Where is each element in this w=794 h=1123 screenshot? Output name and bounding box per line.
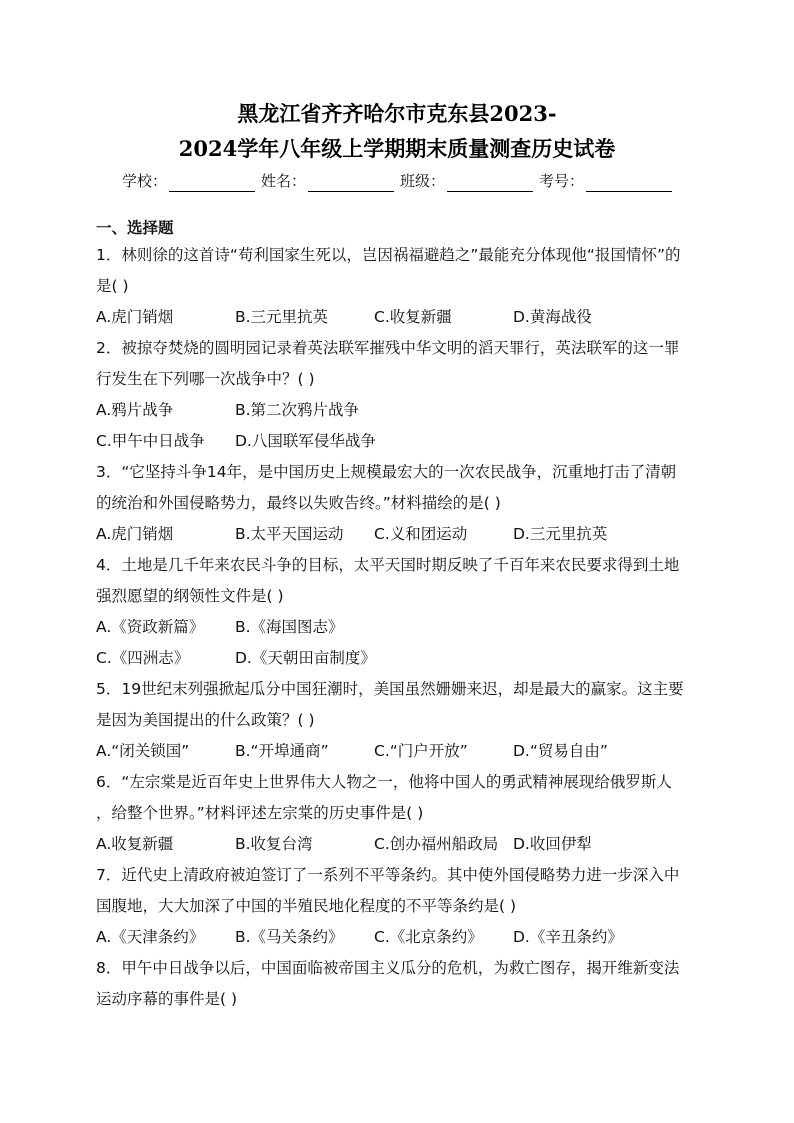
exam-no-label: 考号： [539, 172, 585, 190]
class-field [400, 170, 533, 192]
question-1 [96, 240, 700, 333]
name-label: 姓名： [260, 172, 306, 190]
question-stem: 2．被掠夺焚烧的圆明园记录着英法联军摧残中华文明的滔天罪行，英法联军的这一罪 [96, 339, 680, 357]
student-info-row [0, 170, 794, 192]
option-a: A.“闭关锁国” [96, 742, 190, 760]
option-b: B.三元里抗英 [235, 308, 329, 326]
question-stem: ，给整个世界。”材料评述左宗棠的历史事件是( ) [96, 804, 424, 822]
option-a: A.虎门销烟 [96, 308, 174, 326]
question-3 [96, 457, 700, 550]
option-b: B.《海国图志》 [235, 618, 344, 636]
question-5 [96, 674, 700, 767]
option-d: D.《辛丑条约》 [513, 928, 623, 946]
exam-title-line2: 2024学年八年级上学期期末质量测查历史试卷 [178, 136, 616, 161]
question-stem: 是因为美国提出的什么政策？( ) [96, 711, 315, 729]
option-d: D.三元里抗英 [513, 525, 608, 543]
option-c: C.收复新疆 [374, 308, 452, 326]
question-6 [96, 767, 700, 860]
option-b: B.第二次鸦片战争 [235, 401, 360, 419]
question-stem: 5．19世纪末列强掀起瓜分中国狂潮时，美国虽然姗姗来迟，却是最大的赢家。这主要 [96, 680, 684, 698]
question-stem: 是( ) [96, 277, 129, 295]
option-c: C.“门户开放” [374, 742, 468, 760]
question-options [96, 302, 700, 333]
option-d: D.《天朝田亩制度》 [235, 649, 376, 667]
exam-no-blank [586, 175, 672, 192]
question-options [96, 612, 700, 643]
question-stem: 7．近代史上清政府被迫签订了一系列不平等条约。其中使外国侵略势力进一步深入中 [96, 866, 680, 884]
exam-no-field [539, 170, 672, 192]
option-d: D.“贸易自由” [513, 742, 608, 760]
question-stem: 国腹地，大大加深了中国的半殖民地化程度的不平等条约是( ) [96, 897, 517, 915]
option-c: C.创办福州船政局 [374, 835, 499, 853]
question-options [96, 922, 700, 953]
option-c: C.《北京条约》 [374, 928, 483, 946]
question-stem: 1．林则徐的这首诗“苟利国家生死以，岂因祸福避趋之”最能充分体现他“报国情怀”的 [96, 246, 681, 264]
question-2 [96, 333, 700, 457]
question-stem: 6．“左宗棠是近百年史上世界伟大人物之一，他将中国人的勇武精神展现给俄罗斯人 [96, 773, 672, 791]
option-a: A.收复新疆 [96, 835, 174, 853]
exam-title-line1: 黑龙江省齐齐哈尔市克东县2023- [237, 101, 557, 126]
question-stem: 的统治和外国侵略势力，最终以失败告终。”材料描绘的是( ) [96, 494, 501, 512]
option-a: A.《天津条约》 [96, 928, 205, 946]
questions-content [96, 212, 700, 1015]
option-d: D.黄海战役 [513, 308, 592, 326]
class-blank [447, 175, 533, 192]
question-stem: 4．土地是几千年来农民斗争的目标，太平天国时期反映了千百年来农民要求得到土地 [96, 556, 680, 574]
question-8 [96, 953, 700, 1015]
question-options [96, 395, 700, 426]
option-b: B.“开埠通商” [235, 742, 329, 760]
option-b: B.太平天国运动 [235, 525, 344, 543]
school-label: 学校： [121, 172, 167, 190]
question-7 [96, 860, 700, 953]
question-stem: 运动序幕的事件是( ) [96, 990, 238, 1008]
name-blank [308, 175, 394, 192]
option-c: C.义和团运动 [374, 525, 468, 543]
option-a: A.鸦片战争 [96, 401, 174, 419]
option-b: B.收复台湾 [235, 835, 313, 853]
option-c: C.《四洲志》 [96, 649, 190, 667]
question-4 [96, 550, 700, 674]
option-c: C.甲午中日战争 [96, 432, 205, 450]
question-stem: 3．“它坚持斗争14年，是中国历史上规模最宏大的一次农民战争，沉重地打击了清朝 [96, 463, 677, 481]
option-d: D.收回伊犁 [513, 835, 592, 853]
option-a: A.《资政新篇》 [96, 618, 205, 636]
question-options [96, 519, 700, 550]
question-stem: 强烈愿望的纲领性文件是( ) [96, 587, 284, 605]
school-field [122, 170, 255, 192]
school-blank [169, 175, 255, 192]
class-label: 班级： [400, 172, 446, 190]
question-stem: 行发生在下列哪一次战争中？( ) [96, 370, 315, 388]
name-field [261, 170, 394, 192]
option-a: A.虎门销烟 [96, 525, 174, 543]
question-options [96, 736, 700, 767]
section-title: 一、选择题 [96, 219, 174, 237]
question-options [96, 643, 700, 674]
question-options [96, 829, 700, 860]
option-b: B.《马关条约》 [235, 928, 344, 946]
question-options [96, 426, 700, 457]
question-stem: 8．甲午中日战争以后，中国面临被帝国主义瓜分的危机，为救亡图存，揭开维新变法 [96, 959, 680, 977]
option-d: D.八国联军侵华战争 [235, 432, 376, 450]
